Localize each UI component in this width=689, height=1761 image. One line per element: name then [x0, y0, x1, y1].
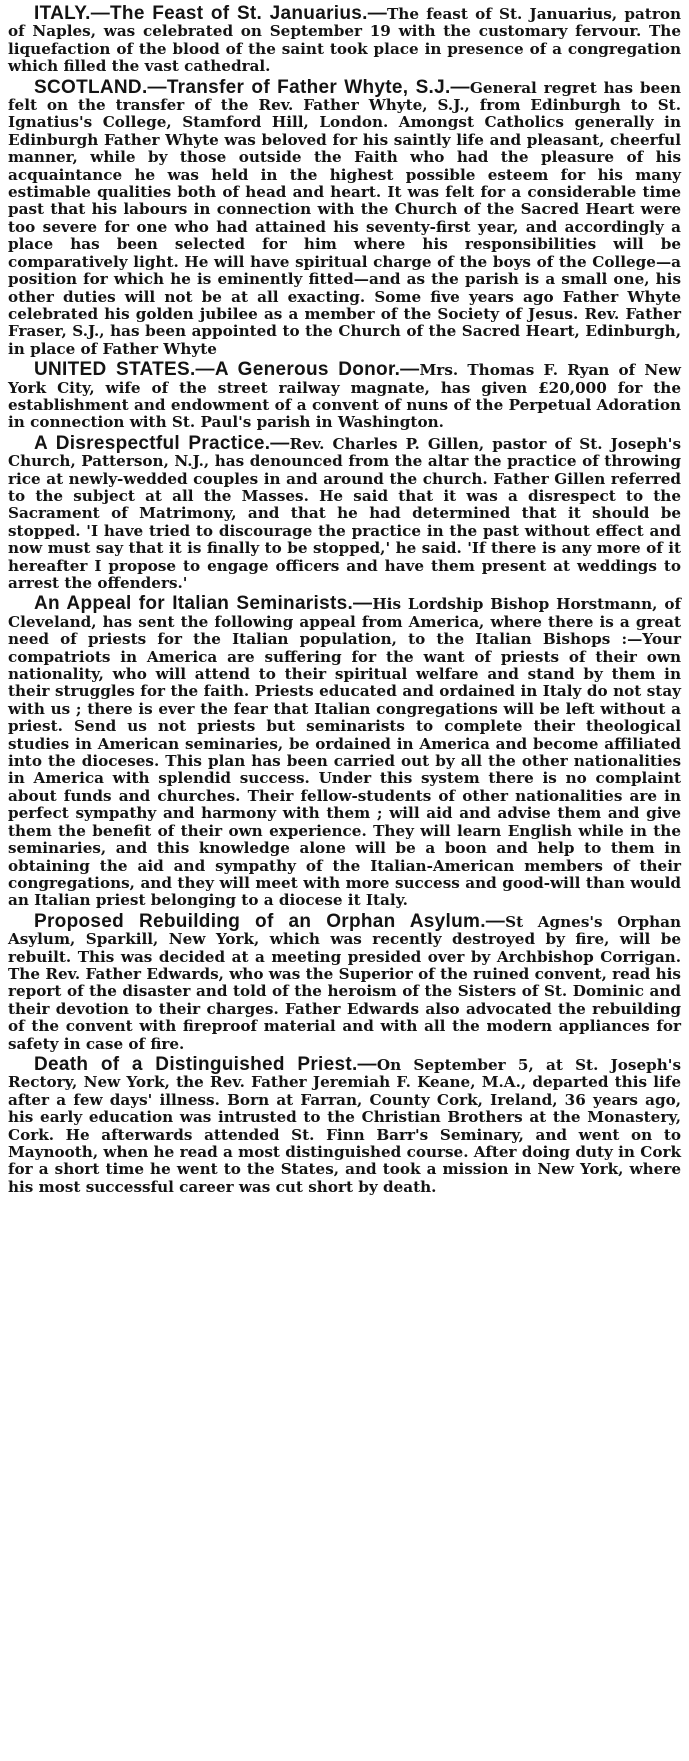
article-heading: ITALY.—The Feast of St. Januarius.— [34, 3, 387, 24]
article-body: Mrs. Thomas F. Ryan of New York City, wife of the street railway magnate, has given £20,000 for the establishment and endowment of a convent of nuns of the Perpetual Adoration in connection with St. Paul's parish in Washington. [8, 361, 681, 432]
article-heading: SCOTLAND.—Transfer of Father Whyte, S.J.— [34, 76, 470, 98]
article-orphan-asylum [8, 910, 682, 1053]
article-body: St Agnes's Orphan Asylum, Sparkill, New York, which was recently destroyed by fire, will be rebuilt. This was decided at a meeting presided over by Archbishop Corrigan. The Rev. Father Edwards, who was the Superior of the ruined convent, read his report of the disaster and told of the heroism of the Sisters of St. Dominic and their devotion to their charges. Father Edwards also advocated the rebuilding of the convent with fireproof material and with all the modern appliances for safety in case of fire. [8, 912, 682, 1053]
article-disrespectful-practice [8, 432, 681, 593]
article-united-states [8, 361, 681, 432]
article-body: His Lordship Bishop Horstmann, of Cleveland, has sent the following appeal from America, where there is a great need of priests for the Italian population, to the Italian Bishops :—Your compatriots in America are suffering for the want of priests of their own nationality, who will attend to their spiritual welfare and stand by them in their struggles for the faith. Priests educated and ordained in Italy do not stay with us ; there is ever the fear that Italian congregations will be left without a priest. Send us not priests but seminarists to complete their theological studies in American seminaries, be ordained in America and become affiliated into the dioceses. This plan has been carried out by all the other nationalities in America with splendid success. Under this system there is no complaint about funds and churches. Their fellow-students of other nationalities are in perfect sympathy and harmony with them ; will aid and advise them and give them the benefit of their own experience. They will learn English while in the seminaries, and this knowledge alone will be a boon and help to them in obtaining the aid and sympathy of the Italian-American members of their congregations, and they will meet with more success and good-will than would an Italian priest belonging to a diocese it Italy. [8, 595, 682, 910]
article-death-of-priest [8, 1053, 681, 1196]
article-italy [8, 5, 681, 76]
article-heading: Death of a Distinguished Priest.— [34, 1053, 377, 1075]
article-scotland [8, 76, 681, 359]
article-body: Rev. Charles P. Gillen, pastor of St. Joseph's Church, Patterson, N.J., has denounced from the altar the practice of throwing rice at newly-wedded couples in and around the church. Father Gillen referred to the subject at all the Masses. He said that it was a disrespect to the Sacrament of Matrimony, and that he had determined that it should be stopped. 'I have tried to discourage the practice in the past without effect and now must say that it is finally to be stopped,' he said. 'If there is any more of it hereafter I propose to engage officers and have them present at weddings to arrest the offenders.' [8, 434, 681, 592]
article-heading: An Appeal for Italian Seminarists.— [34, 593, 373, 615]
article-body: General regret has been felt on the transfer of the Rev. Father Whyte, S.J., from Edinburgh to St. Ignatius's College, Stamford Hill, London. Amongst Catholics generally in Edinburgh Father Whyte was beloved for his saintly life and pleasant, cheerful manner, while by those outside the Faith who had the pleasure of his acquaintance he was held in the highest possible esteem for his many estimable qualities both of head and heart. It was felt for a considerable time past that his labours in connection with the Church of the Sacred Heart were too severe for one who had attained his seventy-first year, and accordingly a place has been selected for him where his responsibilities will be comparatively light. He will have spiritual charge of the boys of the College—a position for which he is eminently fitted—and as the parish is a small one, his other duties will not be at all exacting. Some five years ago Father Whyte celebrated his golden jubilee as a member of the Society of Jesus. Rev. Father Fraser, S.J., has been appointed to the Church of the Sacred Heart, Edinburgh, in place of Father Whyte [8, 78, 681, 358]
article-heading: A Disrespectful Practice.— [34, 432, 290, 454]
article-body: On September 5, at St. Joseph's Rectory, New York, the Rev. Father Jeremiah F. Keane, M.A., departed this life after a few days' illness. Born at Farran, County Cork, Ireland, 36 years ago, his early education was intrusted to the Christian Brothers at the Monastery, Cork. He afterwards attended St. Finn Barr's Seminary, and went on to Maynooth, when he read a most distinguished course. After doing duty in Cork for a short time he went to the States, and took a mission in New York, where his most successful career was cut short by death. [8, 1055, 681, 1196]
article-heading: Proposed Rebuilding of an Orphan Asylum.— [34, 910, 506, 932]
article-body: The feast of St. Januarius, patron of Naples, was celebrated on September 19 with the customary fervour. The liquefaction of the blood of the saint took place in presence of a congregation which filled the vast cathedral. [8, 5, 681, 76]
article-heading: UNITED STATES.—A Generous Donor.— [34, 359, 420, 381]
article-italian-seminarists [8, 595, 681, 909]
